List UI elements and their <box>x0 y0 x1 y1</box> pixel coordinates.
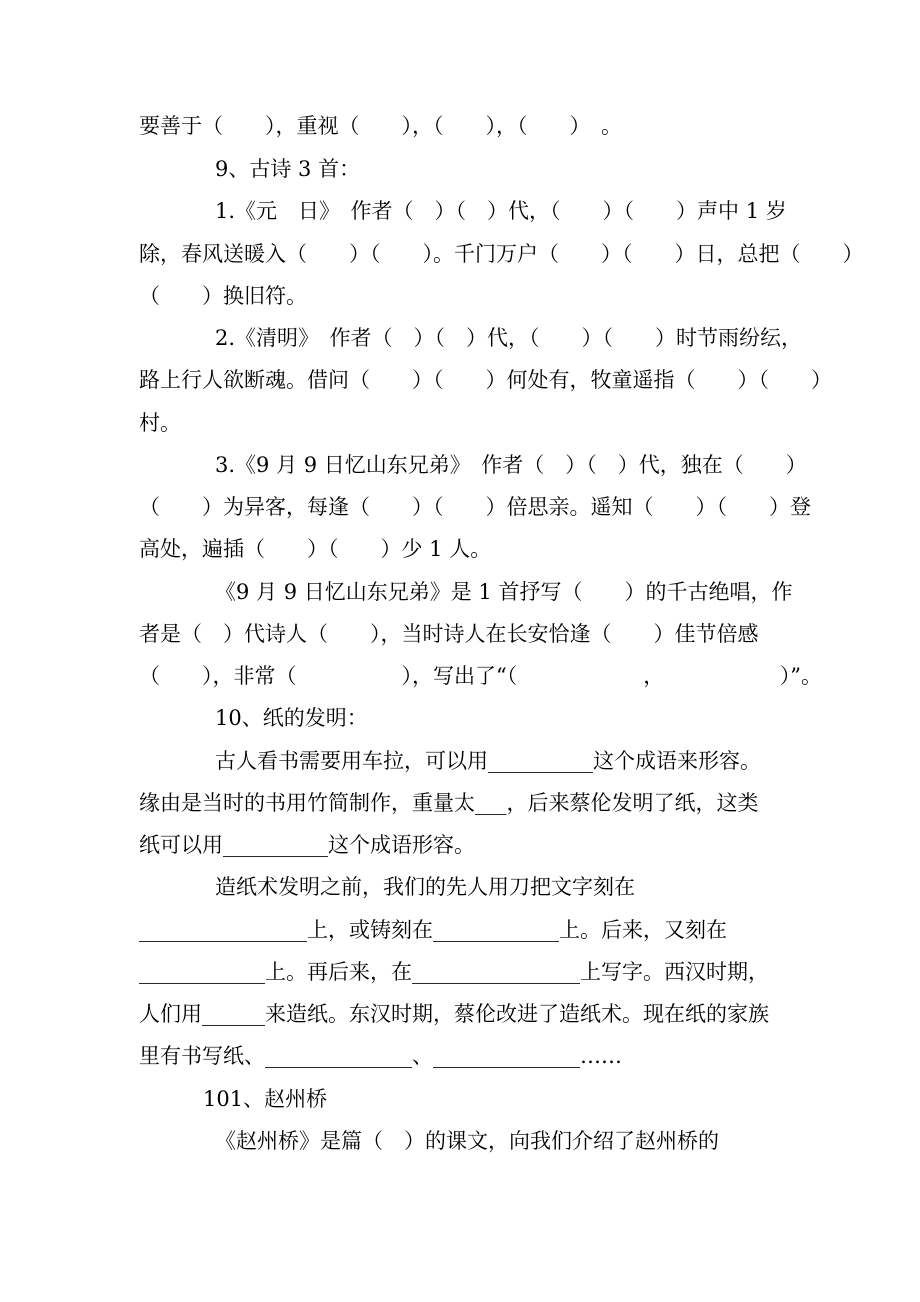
heading-ancient-poems: 9、古诗 3 首： <box>215 157 361 181</box>
poem-3-line-3: 高处，遍插（ ）（ ）少 1 人。 <box>139 537 492 561</box>
poem-3-line-2: （ ）为异客，每逢（ ）（ ）倍思亲。遥知（ ）（ ）登 <box>139 495 811 519</box>
poem-1-line-3: （ ）换旧符。 <box>139 284 307 308</box>
paper-para-2-line-2: ________________上，或铸刻在____________上。后来，又刻在 <box>139 918 727 942</box>
text-line-1: 要善于（ ），重视（ ），（ ），（ ） 。 <box>139 114 622 138</box>
poem-3-note-line-2: 者是（ ）代诗人（ ），当时诗人在长安恰逢（ ）佳节倍感 <box>139 622 759 646</box>
paper-para-2-line-5: 里有书写纸、______________、______________…… <box>139 1044 622 1068</box>
poem-2-line-3: 村。 <box>139 411 181 435</box>
poem-3-note-line-1: 《9 月 9 日忆山东兄弟》是 1 首抒写（ ）的千古绝唱，作 <box>215 580 793 604</box>
paper-para-1-line-3: 纸可以用__________这个成语形容。 <box>139 833 475 857</box>
paper-para-1-line-1: 古人看书需要用车拉，可以用__________这个成语来形容。 <box>215 749 761 773</box>
heading-paper-invention: 10、纸的发明： <box>215 706 368 730</box>
poem-2-line-1: 2.《清明》 作者（ ）（ ）代，（ ）（ ）时节雨纷纭， <box>215 326 803 350</box>
poem-2-line-2: 路上行人欲断魂。借问（ ）（ ）何处有，牧童遥指（ ）（ ） <box>139 368 832 392</box>
paper-para-2-line-1: 造纸术发明之前，我们的先人用刀把文字刻在 <box>215 875 635 899</box>
poem-3-note-line-3: （ ），非常（ ），写出了“（ ， ）”。 <box>139 664 822 688</box>
paper-para-2-line-4: 人们用______来造纸。东汉时期，蔡伦改进了造纸术。现在纸的家族 <box>139 1002 769 1026</box>
bridge-para-line-1: 《赵州桥》是篇（ ）的课文，向我们介绍了赵州桥的 <box>215 1129 719 1153</box>
heading-zhaozhou-bridge: 101、赵州桥 <box>203 1087 328 1111</box>
poem-1-line-1: 1.《元 日》 作者（ ）（ ）代，（ ）（ ）声中 1 岁 <box>215 199 787 223</box>
poem-3-line-1: 3.《9 月 9 日忆山东兄弟》 作者（ ）（ ）代，独在（ ） <box>215 453 807 477</box>
paper-para-1-line-2: 缘由是当时的书用竹简制作，重量太___，后来蔡伦发明了纸，这类 <box>139 791 759 815</box>
poem-1-line-2: 除，春风送暖入（ ）（ ）。千门万户（ ）（ ）日，总把（ ） <box>139 242 864 266</box>
paper-para-2-line-3: ____________上。再后来，在________________上写字。西汉时期， <box>139 960 769 984</box>
